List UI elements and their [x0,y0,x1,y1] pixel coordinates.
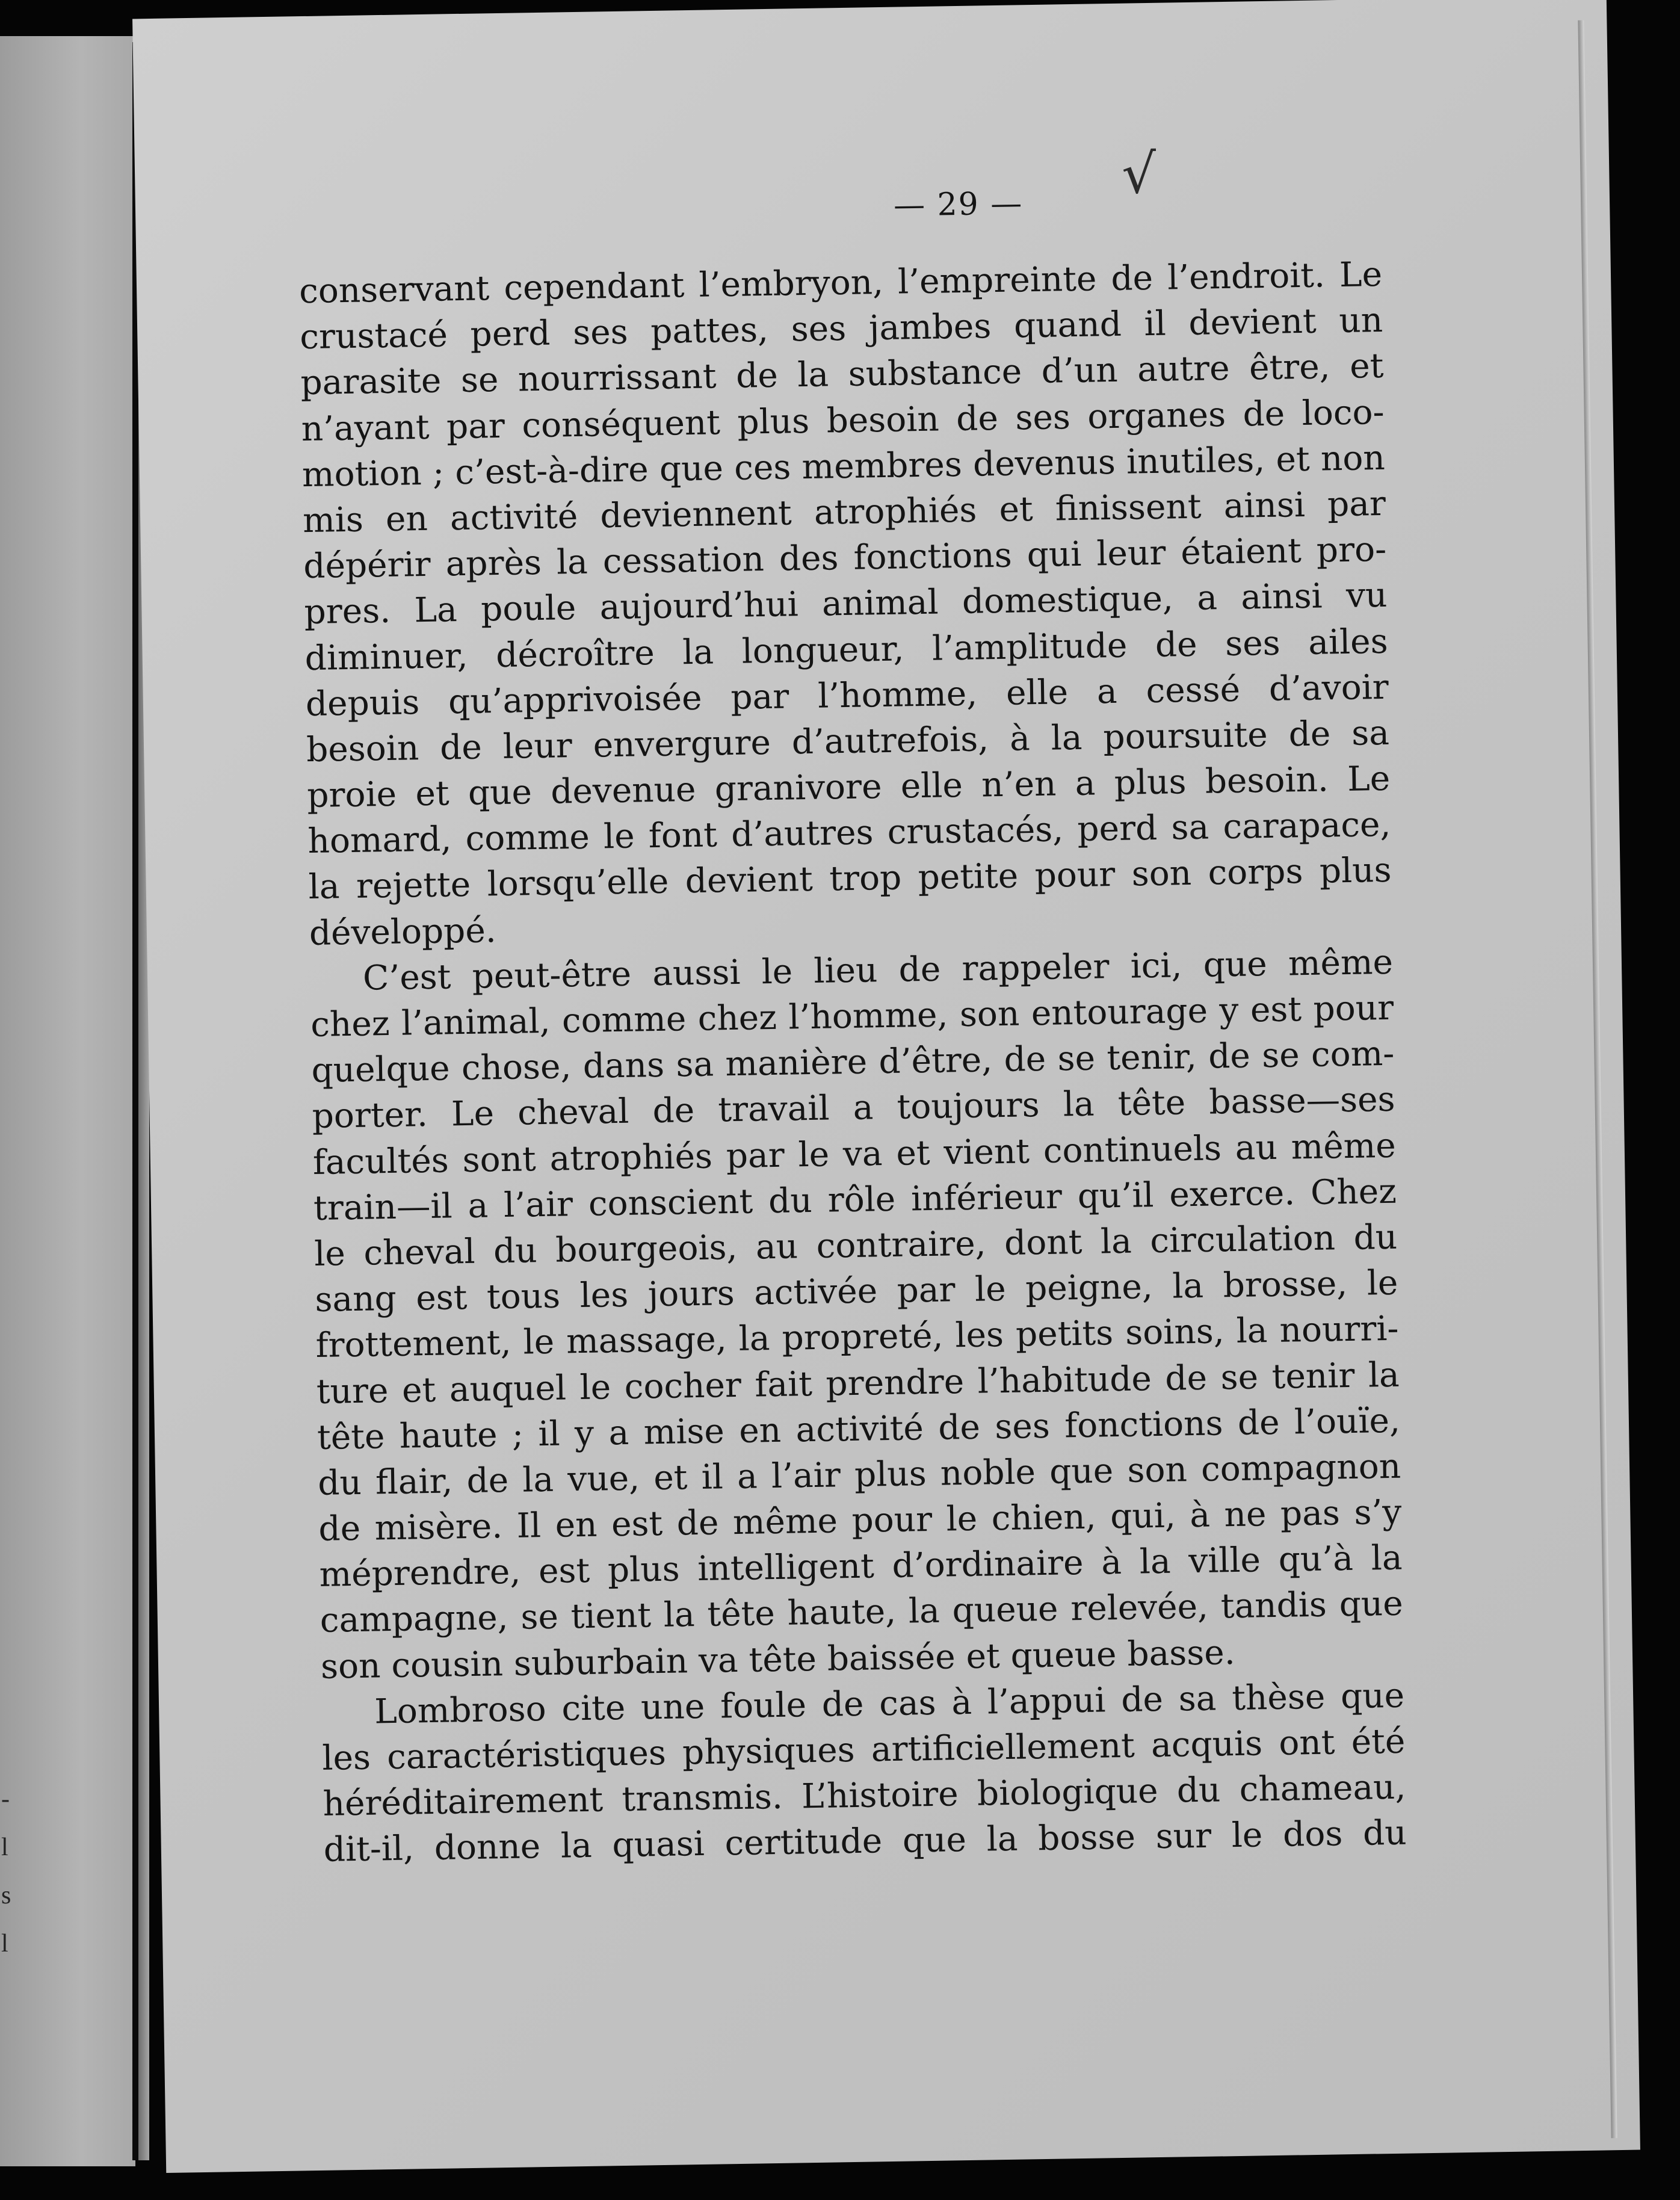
text-line: dépérir après la cessation des fonctions qui leur étaient pro- [303,530,1387,587]
text-line: depuis qu’apprivoisée par l’homme, elle a cessé d’avoir [305,667,1389,724]
facing-letter: l [1,1834,8,1861]
text-line: chez l’animal, comme chez l’homme, son entourage y est pour [310,988,1394,1045]
page-number: — 29 — [893,185,1024,224]
text-line: frottement, le massage, la propreté, les petits soins, la nourri- [315,1309,1400,1366]
text-line: dit-il, donne la quasi certitude que la bosse sur le dos du [323,1813,1407,1870]
text-line: pres. La poule aujourd’hui animal domestique, a ainsi vu [304,576,1388,632]
facing-page-edge [0,36,135,2166]
text-line: ture et auquel le cocher fait prendre l’habitude de se tenir la [316,1355,1400,1412]
text-line: de misère. Il en est de même pour le chien, qui, à ne pas s’y [318,1492,1402,1549]
body-text [299,252,1407,1874]
text-line: campagne, se tient la tête haute, la queue relevée, tandis que [320,1584,1404,1641]
facing-letter: l [1,1930,8,1957]
text-line: conservant cependant l’embryon, l’empreinte de l’endroit. Le [298,255,1383,312]
text-line: les caractéristiques physiques artificiellement acquis ont été [321,1722,1406,1778]
facing-letter: s [1,1882,11,1909]
text-line: proie et que devenue granivore elle n’en a plus besoin. Le [306,759,1391,816]
page-edge [1578,20,1617,2139]
text-line: crustacé perd ses pattes, ses jambes quand il devient un [299,301,1383,357]
text-line: train—il a l’air conscient du rôle inférieur qu’il exerce. Chez [313,1172,1397,1228]
text-line: facultés sont atrophiés par le va et vient continuels au même [312,1126,1397,1182]
text-line: la rejette lorsqu’elle devient trop petite pour son corps plus [308,851,1392,907]
text-line: C’est peut-être aussi le lieu de rappeler ici, que même [362,942,1394,998]
text-line: héréditairement transmis. L’histoire biologique du chameau, [323,1767,1406,1825]
text-line: tête haute ; il y a mise en activité de ses fonctions de l’ouïe, [317,1401,1401,1457]
facing-page-letters [1,1775,16,1968]
text-line: homard, comme le font d’autres crustacés, perd sa carapace, [307,805,1391,862]
text-line: méprendre, est plus intelligent d’ordinaire à la ville qu’à la [319,1538,1403,1595]
text-line: développé. [309,910,497,953]
text-line: son cousin suburbain va tête baissée et queue basse. [320,1633,1236,1687]
text-line: Lombroso cite une foule de cas à l’appui de sa thèse que [374,1676,1405,1732]
text-line: parasite se nourrissant de la substance d’un autre être, et [300,347,1384,403]
text-line: le cheval du bourgeois, au contraire, dont la circulation du [313,1217,1398,1274]
book-page [132,0,1640,2173]
text-line: porter. Le cheval de travail a toujours la tête basse—ses [312,1080,1396,1137]
text-line: mis en activité deviennent atrophiés et finissent ainsi par [302,484,1386,541]
text-line: n’ayant par conséquent plus besoin de ses organes de loco- [301,392,1385,449]
text-line: diminuer, décroître la longueur, l’amplitude de ses ailes [304,622,1389,678]
text-line: besoin de leur envergure d’autrefois, à la poursuite de sa [306,713,1390,770]
text-line: quelque chose, dans sa manière d’être, de se tenir, de se com- [311,1034,1395,1091]
facing-letter: - [1,1785,10,1813]
text-line: du flair, de la vue, et il a l’air plus noble que son compagnon [317,1447,1401,1503]
stray-ink-mark: √ [1121,142,1157,206]
text-line: sang est tous les jours activée par le peigne, la brosse, le [315,1263,1398,1320]
text-line: motion ; c’est-à-dire que ces membres devenus inutiles, et non [301,438,1386,495]
